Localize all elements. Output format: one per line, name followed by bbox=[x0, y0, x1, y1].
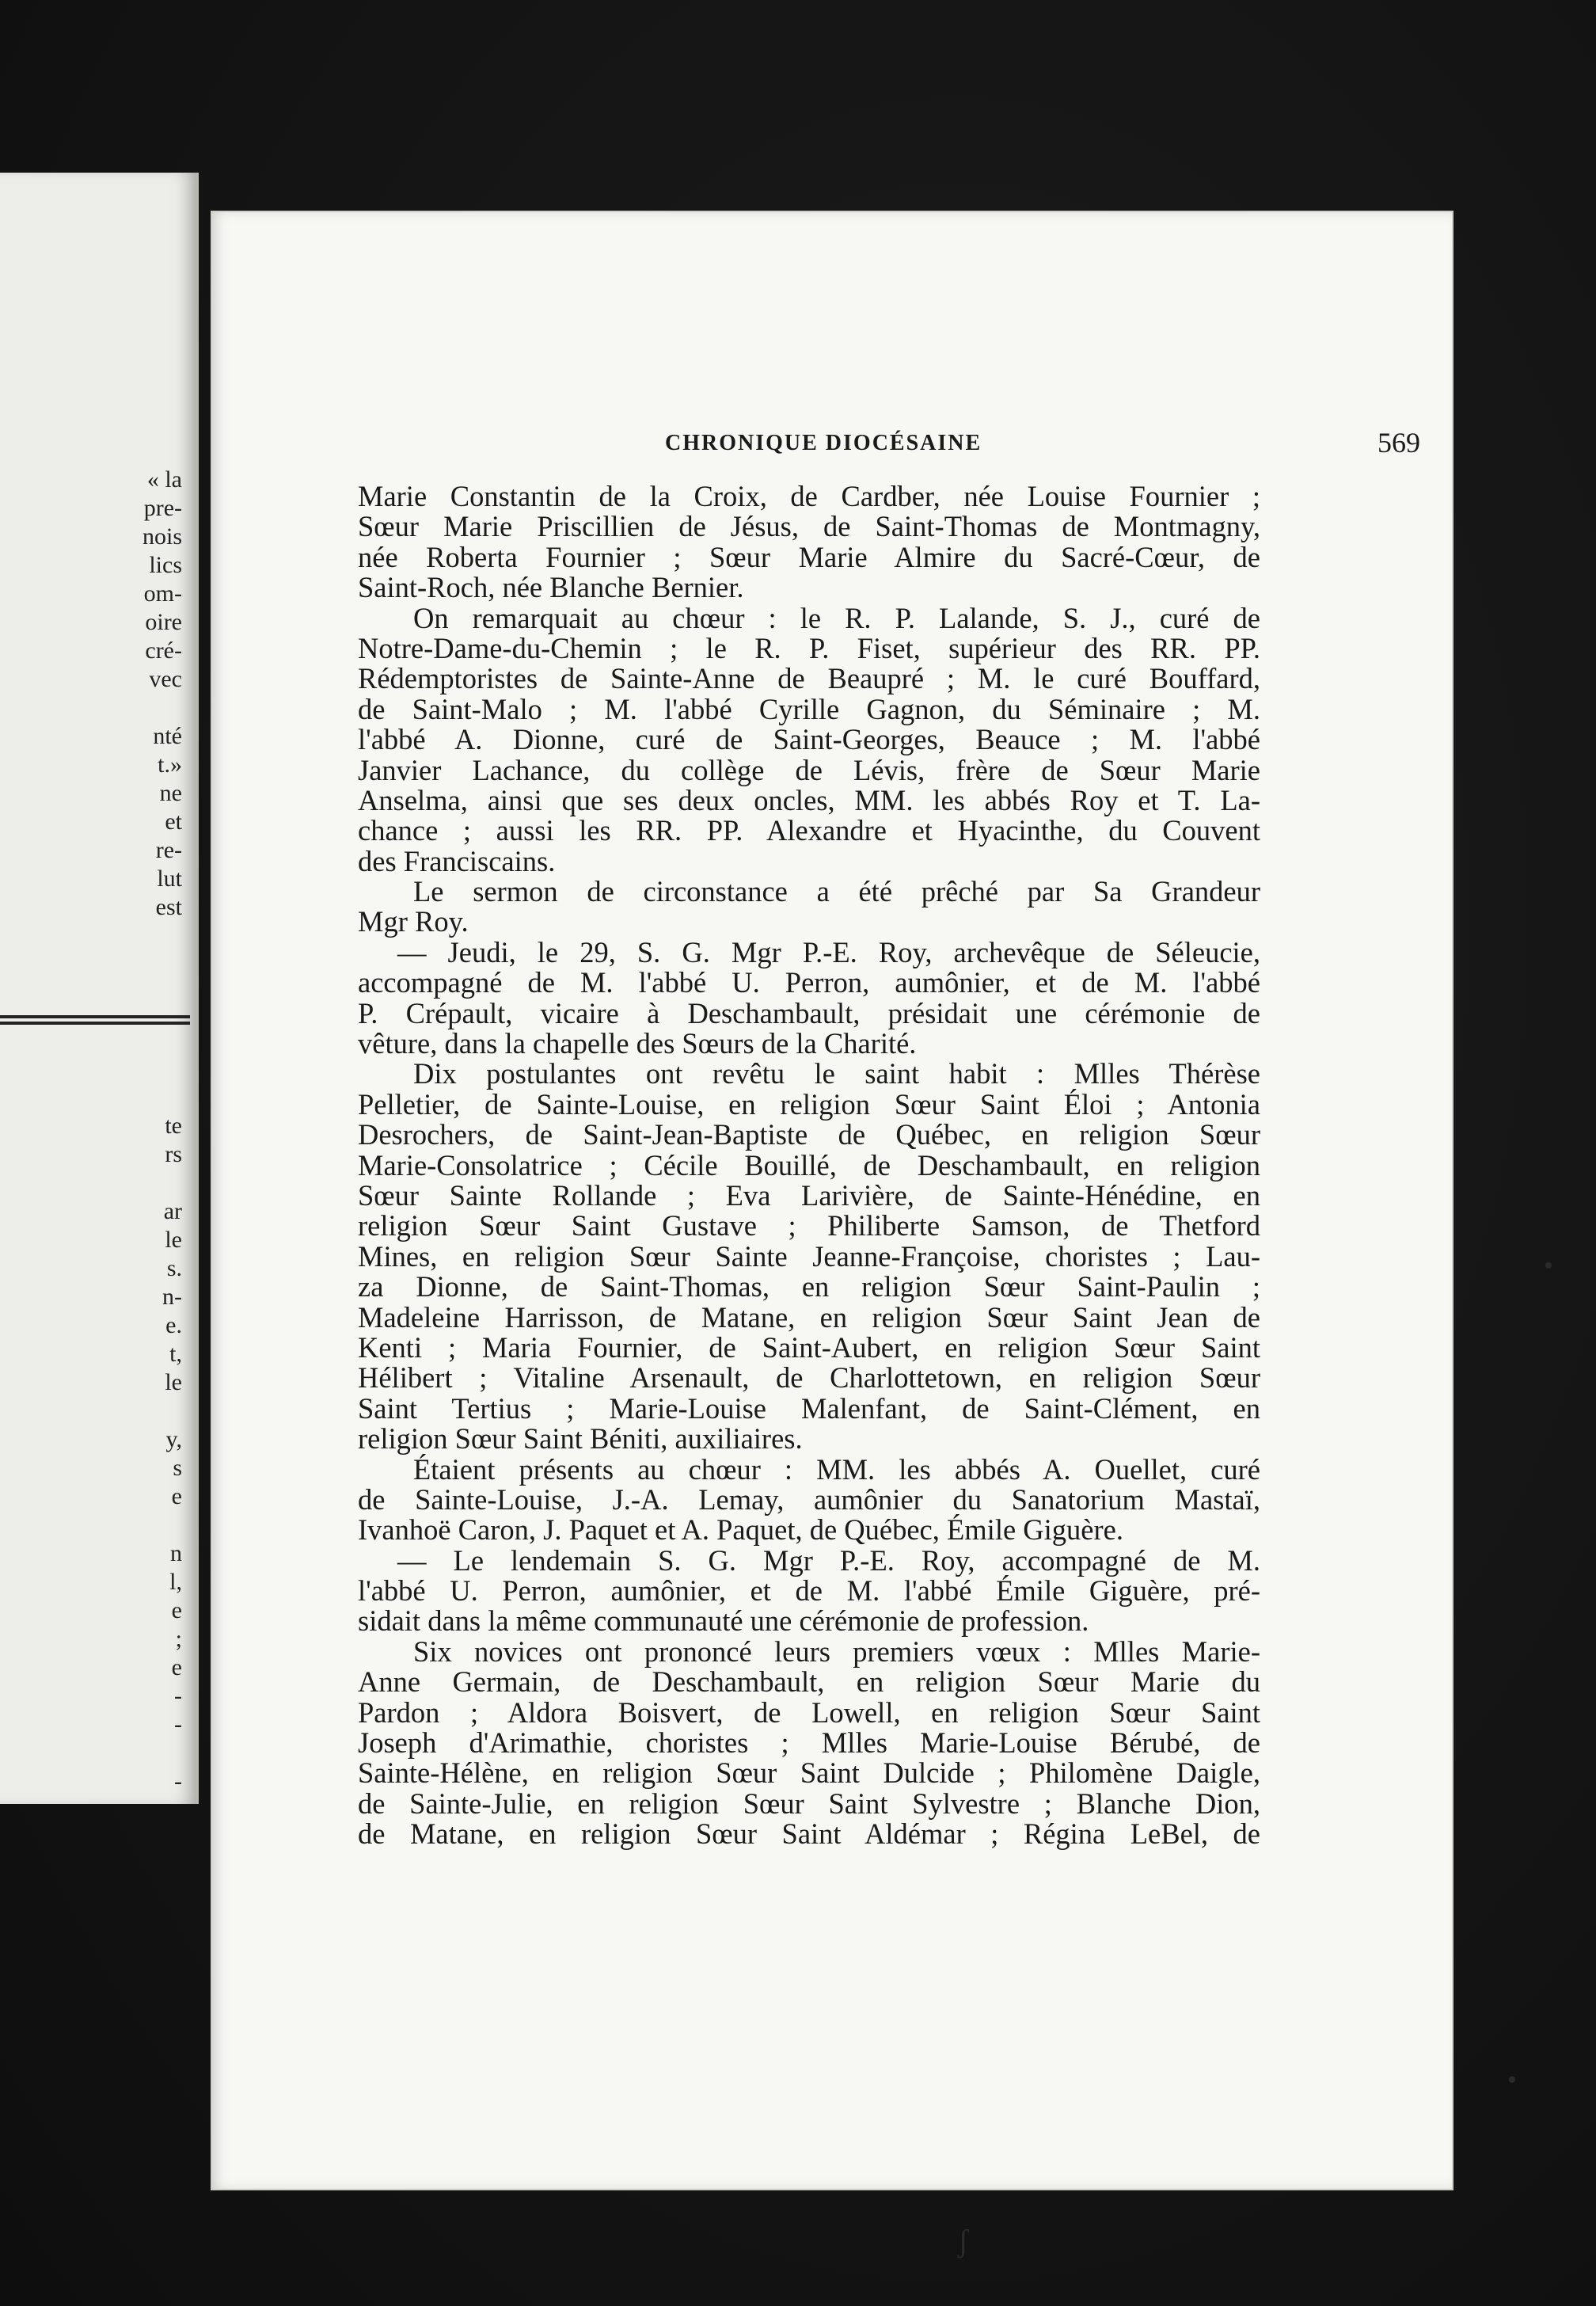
left-page-fragment bbox=[0, 1739, 196, 1768]
text-line: l'abbé A. Dionne, curé de Saint-Georges, Beauce ; M. l'abbé bbox=[358, 723, 1260, 756]
left-page-fragment: n bbox=[170, 1540, 182, 1566]
left-page-fragment: vec bbox=[149, 666, 182, 692]
text-line: religion Sœur Saint Gustave ; Philiberte Samson, de Thetford bbox=[358, 1209, 1260, 1242]
text-line: Mgr Roy. bbox=[358, 905, 469, 938]
text-line: Pardon ; Aldora Boisvert, de Lowell, en religion Sœur Saint bbox=[358, 1695, 1260, 1729]
text-line: de Matane, en religion Sœur Saint Aldémar ; Régina LeBel, de bbox=[358, 1817, 1260, 1851]
left-page-fragment: rs bbox=[165, 1141, 182, 1167]
text-line: des Franciscains. bbox=[358, 844, 556, 877]
left-page-fragment: ; bbox=[175, 1626, 182, 1652]
text-line: Anne Germain, de Deschambault, en religion Sœur Marie du bbox=[358, 1665, 1260, 1699]
running-head-bar bbox=[212, 424, 1452, 464]
text-line: Rédemptoristes de Sainte-Anne de Beaupré ; M. le curé Bouffard, bbox=[358, 662, 1260, 695]
left-page-fragment: nois bbox=[142, 523, 182, 550]
text-line: Étaient présents au chœur : MM. les abbés A. Ouellet, curé bbox=[413, 1452, 1260, 1486]
left-page-fragment: e. bbox=[165, 1312, 182, 1338]
text-line: Saint-Roch, née Blanche Bernier. bbox=[358, 571, 744, 604]
left-page-fragment: lut bbox=[157, 866, 182, 892]
left-page-fragment: e bbox=[171, 1483, 182, 1509]
left-page-fragment: « la bbox=[146, 466, 182, 493]
text-line: On remarquait au chœur : le R. P. Lalande, S. J., curé de bbox=[413, 601, 1260, 634]
page-number: 569 bbox=[1378, 427, 1420, 459]
text-line: Hélibert ; Vitaline Arsenault, de Charlottetown, en religion Sœur bbox=[358, 1361, 1260, 1395]
scan-speck: • bbox=[1507, 2065, 1517, 2095]
text-line: vêture, dans la chapelle des Sœurs de la Charité. bbox=[358, 1027, 917, 1060]
left-page-fragment: ar bbox=[163, 1198, 182, 1224]
text-line: Sœur Sainte Rollande ; Eva Larivière, de Sainte-Hénédine, en bbox=[358, 1178, 1260, 1212]
text-line: Notre-Dame-du-Chemin ; le R. P. Fiset, supérieur des RR. PP. bbox=[358, 631, 1260, 664]
scan-speck: • bbox=[1544, 1251, 1553, 1280]
text-line: Ivanhoë Caron, J. Paquet et A. Paquet, de Québec, Émile Giguère. bbox=[358, 1513, 1123, 1547]
text-line: accompagné de M. l'abbé U. Perron, aumônier, et de M. l'abbé bbox=[358, 966, 1260, 999]
left-page-fragment: le bbox=[165, 1369, 182, 1395]
left-page-fragment: et bbox=[165, 809, 182, 835]
left-page-fragment: le bbox=[165, 1227, 182, 1253]
text-line: de Sainte-Julie, en religion Sœur Saint Sylvestre ; Blanche Dion, bbox=[358, 1787, 1260, 1820]
text-line: Saint Tertius ; Marie-Louise Malenfant, de Saint-Clément, en bbox=[358, 1391, 1260, 1425]
left-page-fragment: cré- bbox=[145, 637, 182, 664]
left-page-fragment: - bbox=[174, 1711, 182, 1737]
text-line: chance ; aussi les RR. PP. Alexandre et Hyacinthe, du Couvent bbox=[358, 814, 1260, 847]
scan-speck: ʃ bbox=[958, 2223, 969, 2258]
text-line: sidait dans la même communauté une cérémonie de profession. bbox=[358, 1604, 1089, 1638]
left-page-fragment: n- bbox=[162, 1284, 182, 1310]
text-line: Anselma, ainsi que ses deux oncles, MM. les abbés Roy et T. La- bbox=[358, 783, 1260, 816]
text-line: Mines, en religion Sœur Sainte Jeanne-Françoise, choristes ; Lau- bbox=[358, 1239, 1260, 1273]
left-page-fragment bbox=[0, 1397, 196, 1425]
left-page-fragment: lics bbox=[149, 552, 182, 578]
left-page-fragment: s bbox=[173, 1455, 182, 1481]
text-line: Pelletier, de Sainte-Louise, en religion Sœur Saint Éloi ; Antonia bbox=[358, 1087, 1260, 1121]
running-head bbox=[212, 212, 1452, 250]
left-page-fragment: re- bbox=[155, 837, 182, 863]
text-line: de Sainte-Louise, J.-A. Lemay, aumônier du Sanatorium Mastaï, bbox=[358, 1482, 1260, 1516]
text-line: Marie-Consolatrice ; Cécile Bouillé, de Deschambault, en religion bbox=[358, 1148, 1260, 1182]
text-line: Desrochers, de Saint-Jean-Baptiste de Québec, en religion Sœur bbox=[358, 1118, 1260, 1151]
text-line: — Jeudi, le 29, S. G. Mgr P.-E. Roy, archevêque de Séleucie, bbox=[397, 935, 1260, 968]
left-page-fragment: t.» bbox=[158, 752, 182, 778]
text-line: l'abbé U. Perron, aumônier, et de M. l'abbé Émile Giguère, pré- bbox=[358, 1574, 1260, 1608]
text-line: — Le lendemain S. G. Mgr P.-E. Roy, accompagné de M. bbox=[397, 1543, 1260, 1577]
left-page-fragment: - bbox=[174, 1768, 182, 1794]
text-line: de Saint-Malo ; M. l'abbé Cyrille Gagnon, du Séminaire ; M. bbox=[358, 692, 1260, 725]
running-title: CHRONIQUE DIOCÉSAINE bbox=[665, 431, 982, 455]
text-line: za Dionne, de Saint-Thomas, en religion Sœur Saint-Paulin ; bbox=[358, 1270, 1260, 1303]
text-line: Joseph d'Arimathie, choristes ; Mlles Marie-Louise Bérubé, de bbox=[358, 1726, 1260, 1760]
left-page-fragment: - bbox=[174, 1683, 182, 1709]
left-page-fragment: ne bbox=[159, 780, 182, 806]
text-line: Le sermon de circonstance a été prêché par Sa Grandeur bbox=[413, 875, 1260, 908]
left-page-fragment: pre- bbox=[143, 495, 182, 521]
left-facing-page bbox=[0, 173, 199, 1804]
text-line: Kenti ; Maria Fournier, de Saint-Aubert, en religion Sœur Saint bbox=[358, 1330, 1260, 1364]
left-page-fragment: est bbox=[155, 894, 182, 920]
text-line: Sainte-Hélène, en religion Sœur Saint Dulcide ; Philomène Daigle, bbox=[358, 1756, 1260, 1790]
left-page-fragment bbox=[0, 1511, 196, 1539]
left-page-fragment: te bbox=[165, 1113, 182, 1139]
body-text bbox=[358, 481, 1260, 1850]
left-page-fragment bbox=[0, 1169, 196, 1197]
left-page-fragment: s. bbox=[166, 1255, 182, 1281]
left-page-fragment: e bbox=[171, 1597, 182, 1623]
text-line: Marie Constantin de la Croix, de Cardber, née Louise Fournier ; bbox=[358, 480, 1260, 512]
left-page-fragments-top bbox=[0, 466, 196, 922]
text-line: Sœur Marie Priscillien de Jésus, de Saint-Thomas de Montmagny, bbox=[358, 510, 1260, 543]
left-page-double-rule bbox=[0, 1015, 190, 1025]
text-line: Six novices ont prononcé leurs premiers vœux : Mlles Marie- bbox=[413, 1634, 1260, 1668]
text-line: Janvier Lachance, du collège de Lévis, frère de Sœur Marie bbox=[358, 753, 1260, 786]
left-page-fragment: om- bbox=[143, 580, 182, 607]
text-line: Madeleine Harrisson, de Matane, en religion Sœur Saint Jean de bbox=[358, 1300, 1260, 1334]
left-page-fragments-bottom bbox=[0, 1112, 196, 1796]
left-page-fragment: t, bbox=[169, 1341, 182, 1367]
left-page-fragment: y, bbox=[165, 1426, 182, 1452]
text-line: Dix postulantes ont revêtu le saint habit : Mlles Thérèse bbox=[413, 1057, 1260, 1090]
left-page-fragment: e bbox=[171, 1654, 182, 1680]
text-line: P. Crépault, vicaire à Deschambault, présidait une cérémonie de bbox=[358, 996, 1260, 1029]
left-page-fragment bbox=[0, 694, 196, 722]
text-line: née Roberta Fournier ; Sœur Marie Almire du Sacré-Cœur, de bbox=[358, 540, 1260, 573]
left-page-fragment: oire bbox=[145, 609, 182, 635]
text-line: religion Sœur Saint Béniti, auxiliaires. bbox=[358, 1422, 803, 1456]
left-page-fragment: l, bbox=[169, 1569, 182, 1595]
left-page-fragment: nté bbox=[153, 723, 182, 749]
